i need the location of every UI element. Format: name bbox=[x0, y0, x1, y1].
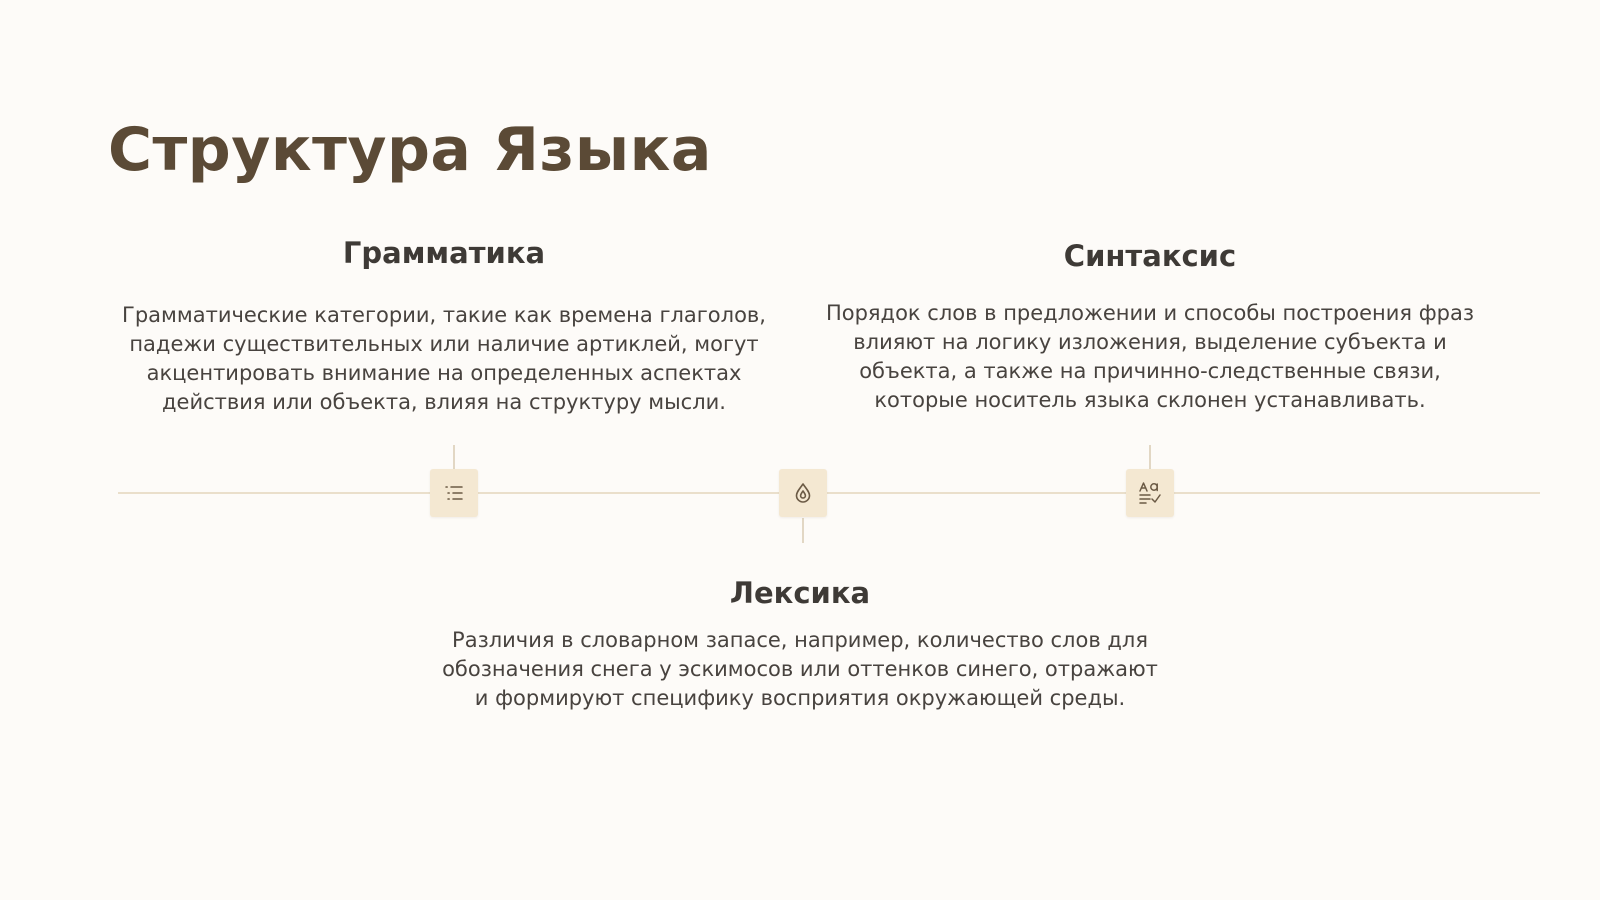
grammar-section bbox=[108, 235, 780, 417]
timeline-connector bbox=[453, 445, 455, 470]
timeline-connector bbox=[802, 518, 804, 543]
timeline-node-syntax bbox=[1126, 469, 1174, 517]
text-check-icon bbox=[1137, 480, 1163, 506]
section-text: Различия в словарном запасе, например, количество слов для обозначения снега у эскимосов или оттенков синего, отражают и формируют специфику восприятия окружающей среды. bbox=[442, 628, 1158, 710]
section-heading: Лексика bbox=[729, 576, 871, 610]
syntax-section bbox=[820, 238, 1480, 415]
slide-title: Структура Языка bbox=[108, 115, 712, 185]
lexicon-section bbox=[440, 575, 1160, 713]
timeline-line bbox=[118, 492, 1540, 494]
section-text: Грамматические категории, такие как времена глаголов, падежи существительных или наличие артиклей, могут акцентировать внимание на определенных аспектах действия или объекта, влияя на структуру мысли. bbox=[122, 303, 766, 414]
list-icon bbox=[443, 482, 465, 504]
timeline-connector bbox=[1149, 445, 1151, 470]
section-heading: Синтаксис bbox=[1063, 239, 1237, 273]
timeline-node-lexicon bbox=[779, 469, 827, 517]
section-text: Порядок слов в предложении и способы построения фраз влияют на логику изложения, выделение субъекта и объекта, а также на причинно-следственные связи, которые носитель языка склонен устанавливать. bbox=[825, 301, 1475, 412]
timeline-node-grammar bbox=[430, 469, 478, 517]
droplet-icon bbox=[791, 481, 815, 505]
section-heading: Грамматика bbox=[342, 236, 546, 270]
